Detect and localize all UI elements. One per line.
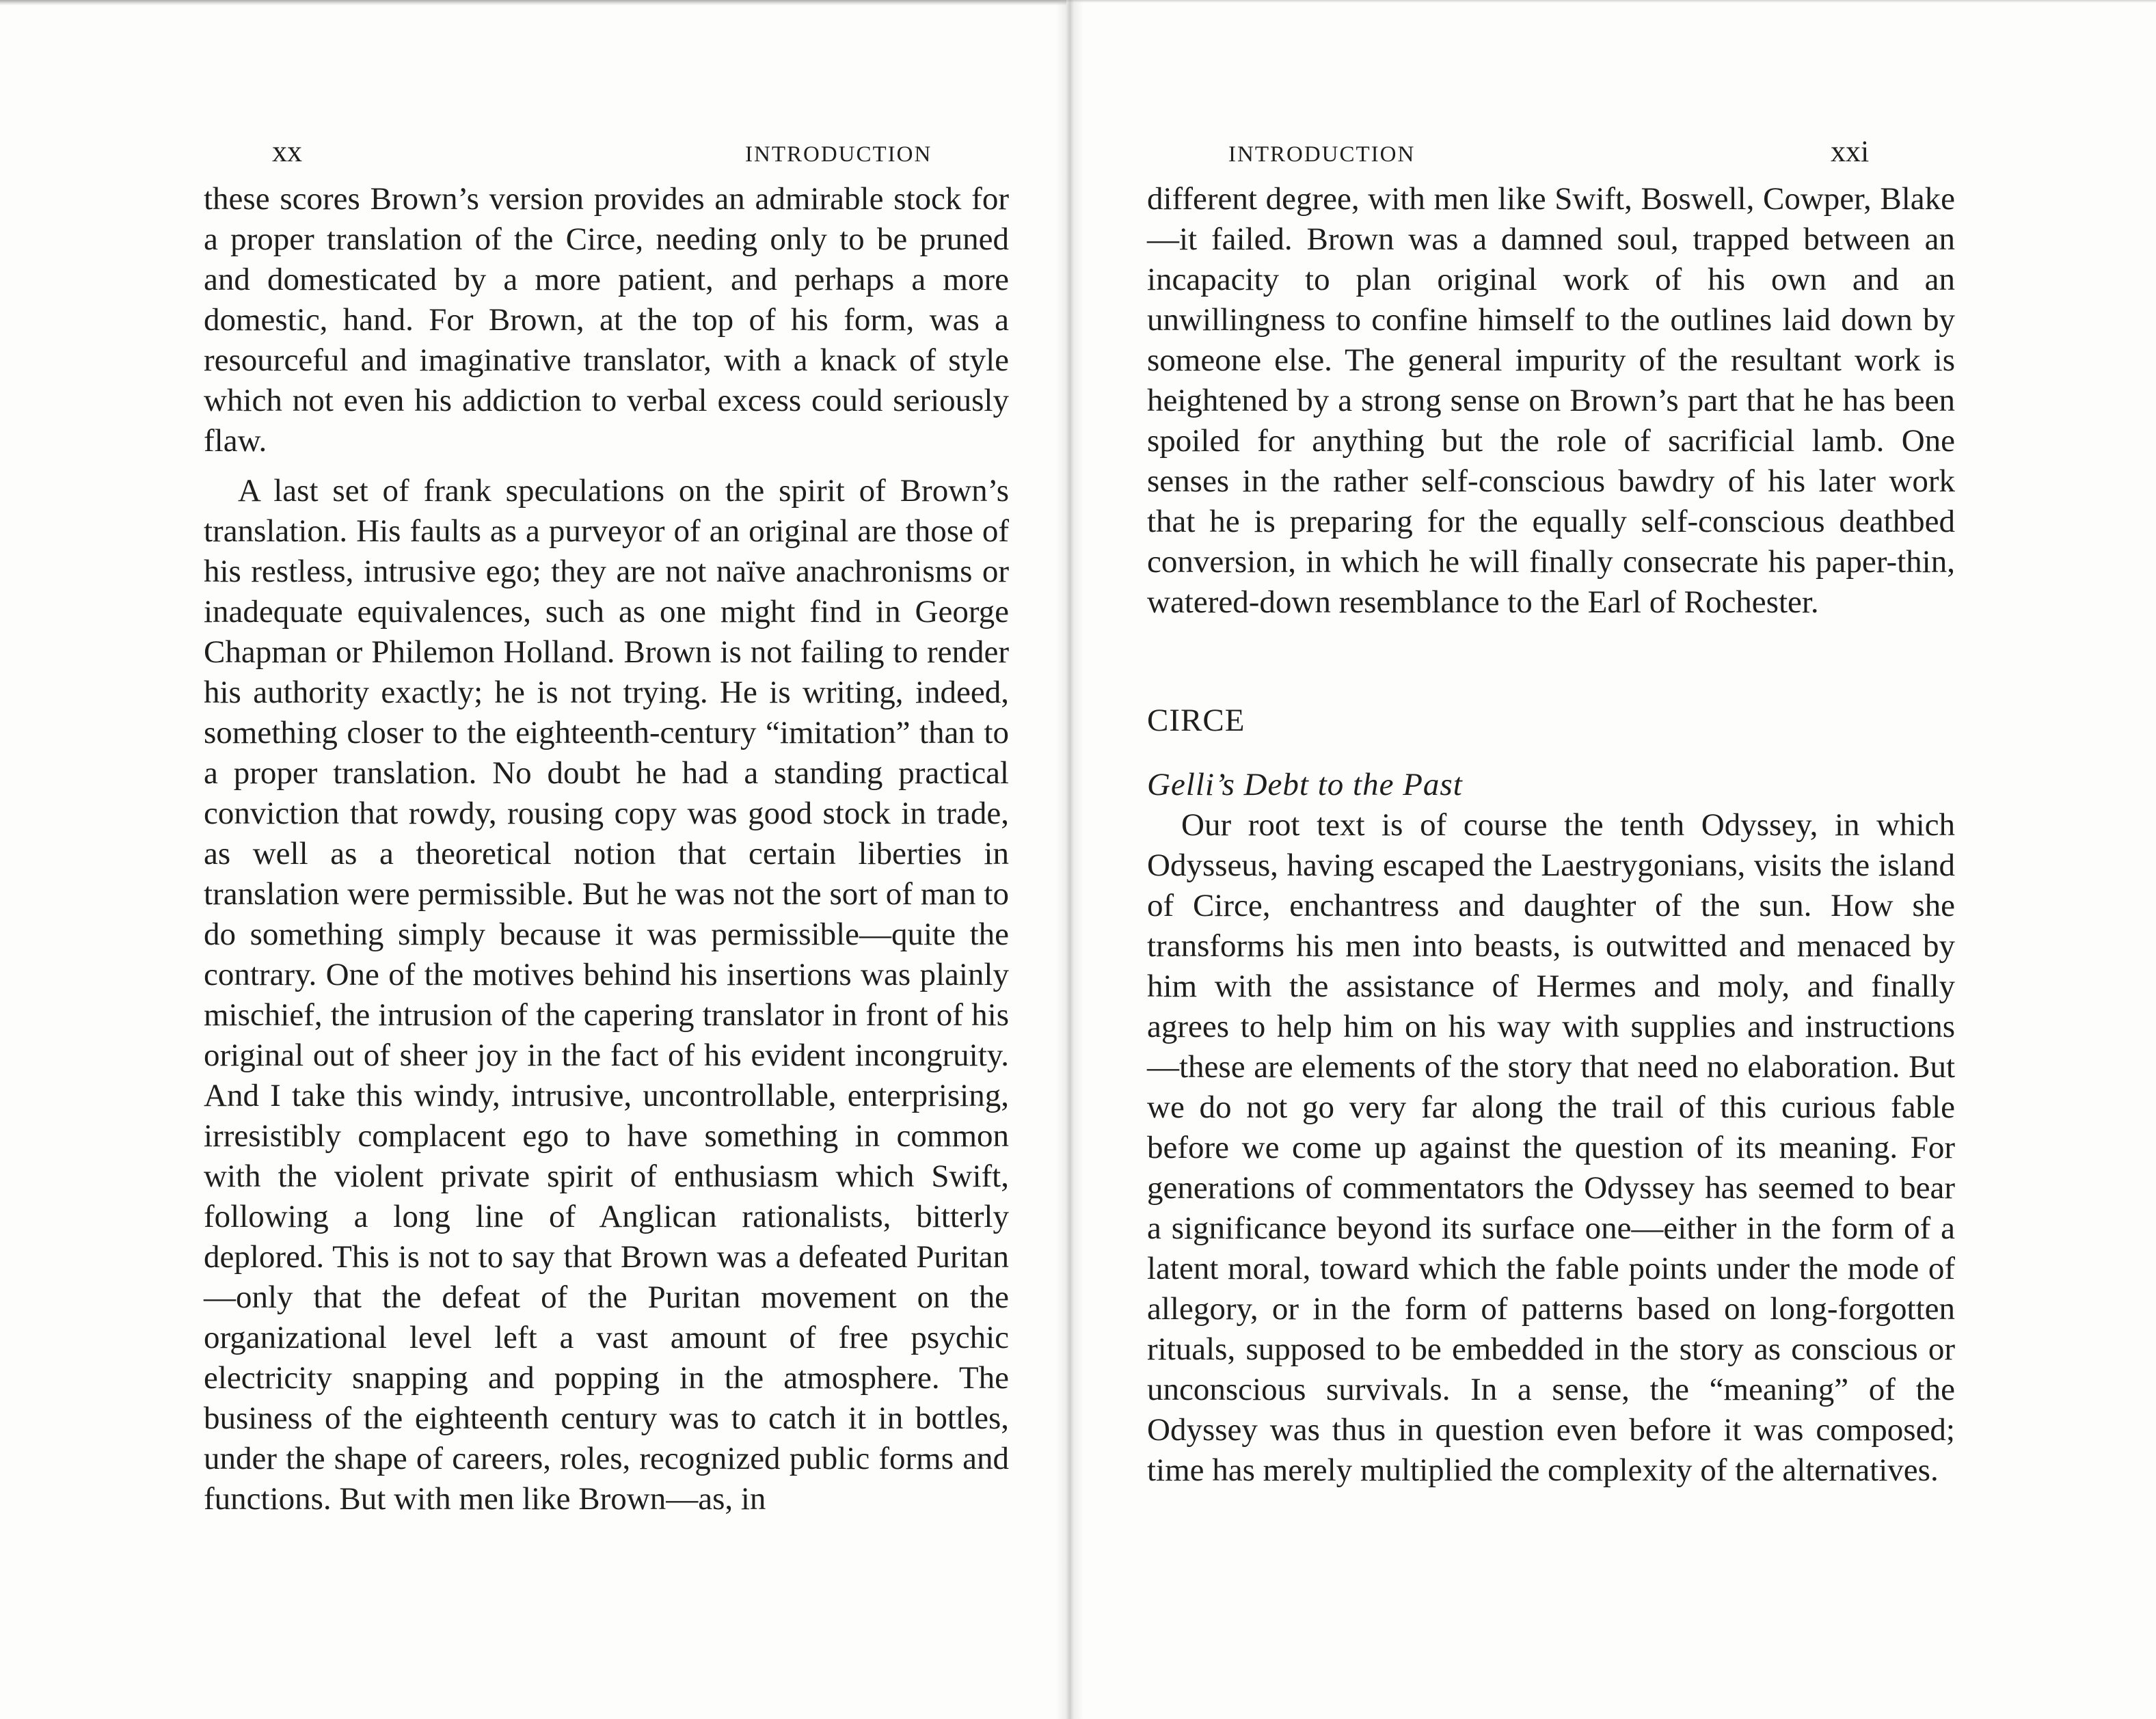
right-paragraph-1: different degree, with men like Swift, Boswell, Cowper, Blake—it failed. Brown was a damned soul, trapped between an incapacity to plan original work of his own and an unwillingness to confine himself to the outlines laid down by someone else. The general impurity of the resultant work is heightened by a strong sense on Brown’s part that he has been spoiled for anything but the role of sacrificial lamb. One senses in the rather self-conscious bawdry of his later work that he is preparing for the equally self-conscious deathbed conversion, in which he will finally consecrate his paper-thin, watered-down resemblance to the Earl of Rochester. [1147,181,1955,620]
left-page [0,0,1056,1719]
left-text-column [204,179,1009,1519]
right-page-number: xxi [1831,135,1870,168]
right-running-head: INTRODUCTION [1228,142,1416,167]
section-heading-circe: CIRCE [1147,703,1245,738]
left-paragraph-1: these scores Brown’s version provides an admirable stock for a proper translation of the Circe, needing only to be pruned and domesticated by a more patient, and perhaps a more domestic, hand. For Brown, at the top of his form, was a resourceful and imaginative translator, with a knack of style which not even his addiction to verbal excess could seriously flaw. [204,181,1009,459]
right-paragraph-2: Our root text is of course the tenth Odyssey, in which Odysseus, having escaped the Laestrygonians, visits the island of Circe, enchantress and daughter of the sun. How she transforms his men into beasts, is outwitted and menaced by him with the assistance of Hermes and moly, and finally agrees to help him on his way with supplies and instructions —these are elements of the story that need no elaboration. But we do not go very far along the trail of this curious fable before we come up against the question of its meaning. For generations of commentators the Odyssey has seemed to bear a significance beyond its surface one—either in the form of a latent moral, toward which the fable points under the mode of allegory, or in the form of patterns based on long-forgotten rituals, supposed to be embedded in the story as conscious or unconscious survivals. In a sense, the “meaning” of the Odyssey was thus in question even before it was composed; time has merely multiplied the complexity of the alternatives. [1147,807,1955,1488]
left-paragraph-2: A last set of frank speculations on the spirit of Brown’s translation. His faults as a purveyor of an original are those of his restless, intrusive ego; they are not naïve anachronisms or inadequate equivalences, such as one might find in George Chapman or Philemon Holland. Brown is not failing to render his authority exactly; he is not trying. He is writing, indeed, something closer to the eighteenth-century “imitation” than to a proper translation. No doubt he had a standing practical conviction that rowdy, rousing copy was good stock in trade, as well as a theoretical notion that certain liberties in translation were permissible. But he was not the sort of man to do something simply because it was permissible—quite the contrary. One of the motives behind his insertions was plainly mischief, the intrusion of the capering translator in front of his original out of sheer joy in the fact of his evident incongruity. And I take this windy, intrusive, uncontrollable, enterprising, irresistibly complacent ego to have something in common with the violent private spirit of enthusiasm which Swift, following a long line of Anglican rationalists, bitterly deplored. This is not to say that Brown was a defeated Puritan—only that the defeat of the Puritan movement on the organizational level left a vast amount of free psychic electricity snapping and popping in the atmosphere. The business of the eighteenth century was to catch it in bottles, under the shape of careers, roles, recognized public forms and functions. But with men like Brown—as, in [204,473,1009,1517]
right-text-column [1147,179,1955,1491]
left-running-head: INTRODUCTION [745,142,932,167]
left-page-number: xx [272,135,302,168]
book-gutter [1056,0,1083,1719]
paragraph-spacer [204,461,1009,471]
right-page [1083,0,2156,1719]
subheading-gellis-debt: Gelli’s Debt to the Past [1147,767,1463,802]
